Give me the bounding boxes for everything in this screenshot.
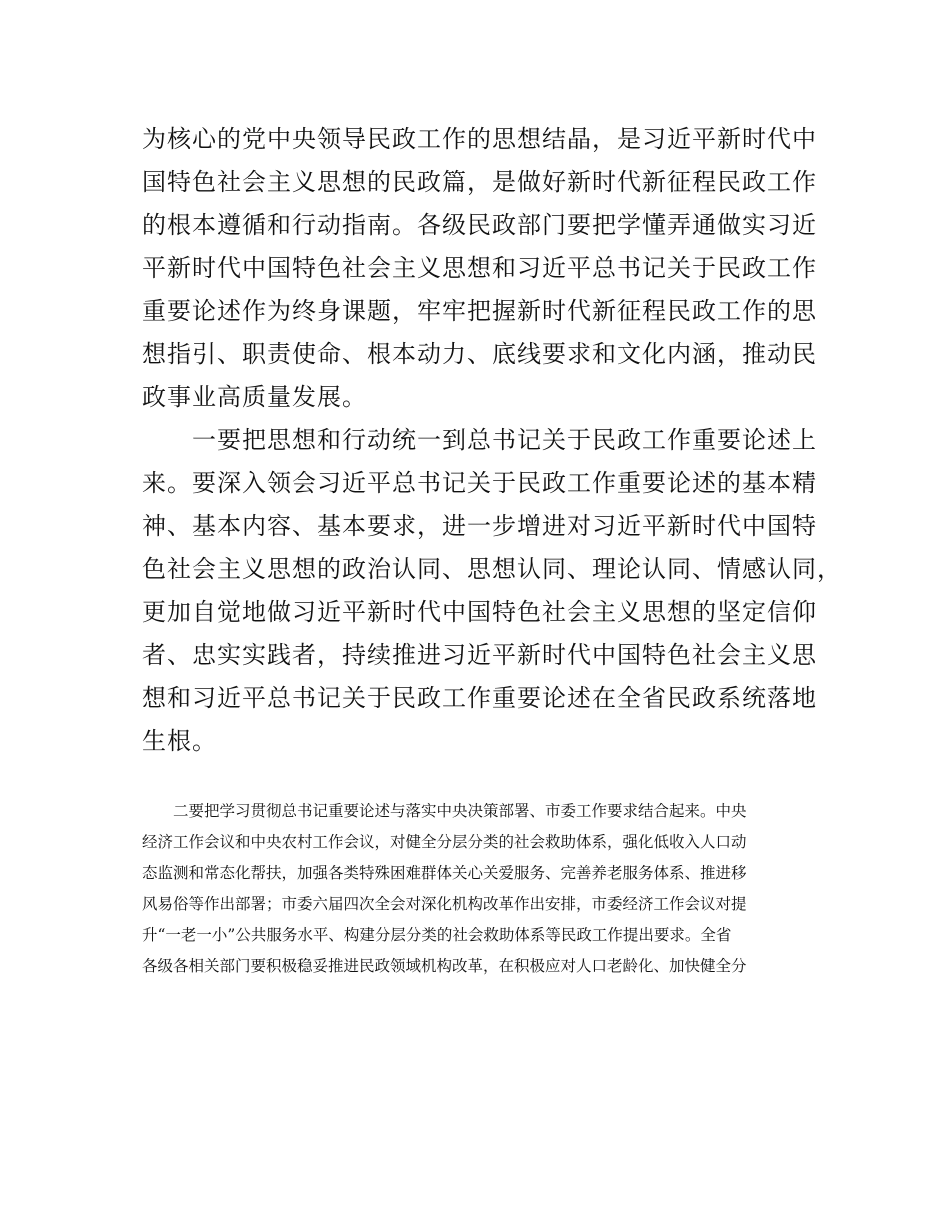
text-line: 的根本遵循和行动指南。各级民政部门要把学懂弄通做实习近 — [142, 211, 817, 239]
text-line: 政事业高质量发展。 — [142, 383, 367, 411]
text-line: 想指引、职责使命、根本动力、底线要求和文化内涵，推动民 — [142, 340, 817, 368]
text-line: 更加自觉地做习近平新时代中国特色社会主义思想的坚定信仰 — [142, 598, 817, 626]
text-line: 国特色社会主义思想的民政篇，是做好新时代新征程民政工作 — [142, 168, 817, 196]
text-line: 想和习近平总书记关于民政工作重要论述在全省民政系统落地 — [142, 684, 817, 712]
text-line: 为核心的党中央领导民政工作的思想结晶，是习近平新时代中 — [142, 125, 817, 153]
text-line: 风易俗等作出部署；市委六届四次全会对深化机构改革作出安排，市委经济工作会议对提 — [142, 895, 747, 913]
small-text-block — [142, 796, 812, 982]
paragraph-3 — [142, 796, 812, 982]
text-line: 来。要深入领会习近平总书记关于民政工作重要论述的基本精 — [142, 469, 817, 497]
text-line: 升“一老一小”公共服务水平、构建分层分类的社会救助体系等民政工作提出要求。全省 — [142, 926, 732, 944]
text-line: 色社会主义思想的政治认同、思想认同、理论认同、情感认同， — [142, 555, 842, 583]
text-line: 经济工作会议和中央农村工作会议，对健全分层分类的社会救助体系，强化低收入人口动 — [142, 833, 747, 851]
text-line: 者、忠实实践者，持续推进习近平新时代中国特色社会主义思 — [142, 641, 817, 669]
text-line: 态监测和常态化帮扶，加强各类特殊困难群体关心关爱服务、完善养老服务体系、推进移 — [142, 864, 747, 882]
text-line: 一要把思想和行动统一到总书记关于民政工作重要论述上 — [142, 426, 817, 454]
paragraph-2 — [142, 419, 842, 763]
text-line: 平新时代中国特色社会主义思想和习近平总书记关于民政工作 — [142, 254, 817, 282]
text-line: 各级各相关部门要积极稳妥推进民政领域机构改革，在积极应对人口老龄化、加快健全分 — [142, 957, 747, 975]
text-line: 重要论述作为终身课题，牢牢把握新时代新征程民政工作的思 — [142, 297, 817, 325]
text-line: 生根。 — [142, 727, 217, 755]
text-line: 二要把学习贯彻总书记重要论述与落实中央决策部署、市委工作要求结合起来。中央 — [142, 802, 747, 820]
large-text-block — [142, 118, 842, 763]
paragraph-1 — [142, 118, 817, 419]
text-line: 神、基本内容、基本要求，进一步增进对习近平新时代中国特 — [142, 512, 817, 540]
